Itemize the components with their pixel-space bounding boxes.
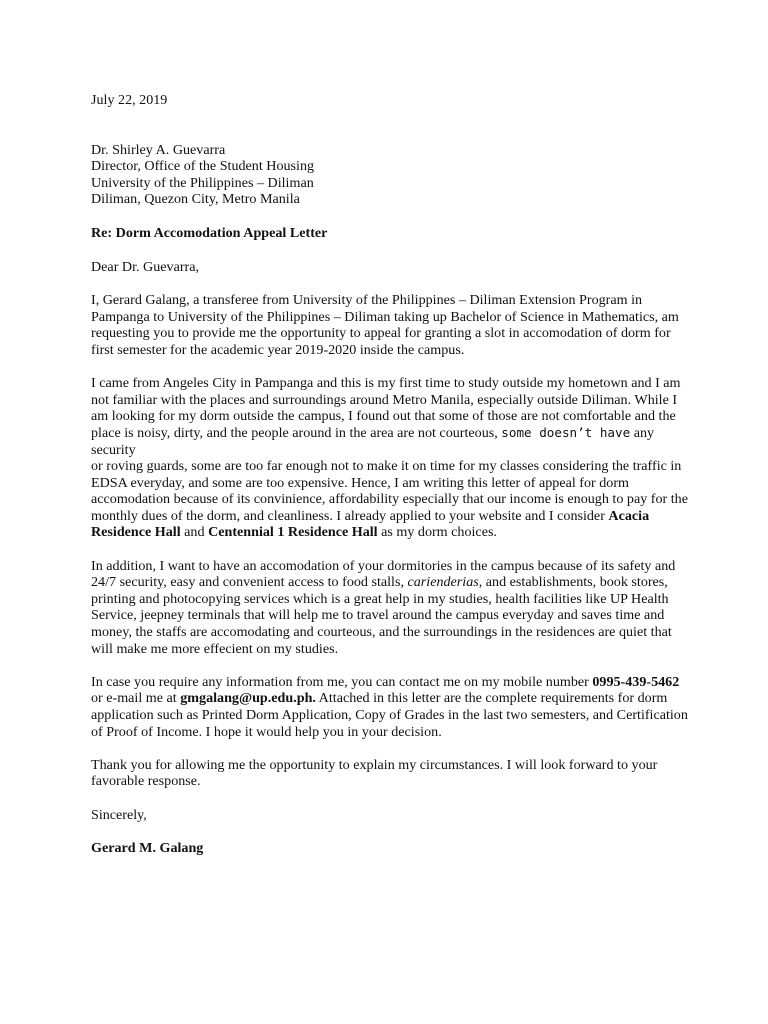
text-run: some doesn’t have: [501, 424, 631, 440]
text-run: Attached in this letter are the complete requirements for dorm: [315, 690, 668, 707]
letter-subject: Re: Dorm Accomodation Appeal Letter: [91, 224, 328, 241]
paragraph-background: [91, 375, 691, 541]
paragraph-line: [91, 508, 691, 525]
mobile-number: 0995-439-5462: [592, 673, 680, 690]
paragraph-line: application such as Printed Dorm Application, Copy of Grades in the last two semesters, and Certification: [91, 707, 688, 723]
text-run: monthly dues of the dorm, and cleanliness. I already applied to your website and I consider: [91, 507, 609, 524]
text-run: In case you require any information from me, you can contact me on my mobile number: [91, 673, 593, 690]
text-run: , and establishments, book stores,: [478, 574, 668, 591]
dorm-choice-1-part: Acacia: [608, 507, 650, 524]
letter-closing: Sincerely,: [91, 806, 147, 823]
recipient-name: Dr. Shirley A. Guevarra: [91, 141, 226, 158]
dorm-choice-1-part: Residence Hall: [91, 524, 181, 541]
recipient-location: Diliman, Quezon City, Metro Manila: [91, 191, 300, 208]
text-run: or e-mail me at: [91, 690, 181, 707]
sender-name: Gerard M. Galang: [91, 840, 204, 857]
paragraph-line: In addition, I want to have an accomodation of your dormitories in the campus because of its safety and: [91, 557, 676, 574]
paragraph-line: [91, 524, 691, 541]
letter-date: July 22, 2019: [91, 92, 168, 108]
recipient-address: [91, 142, 691, 208]
italic-term: carienderias: [407, 574, 479, 591]
paragraph-line: not familiar with the places and surroundings around Metro Manila, especially outside Diliman. While I: [91, 391, 678, 408]
paragraph-line: [91, 690, 691, 707]
paragraph-line: [91, 574, 691, 591]
letter-body: [91, 92, 691, 857]
text-run: as my dorm choices.: [377, 524, 497, 541]
paragraph-line: am looking for my dorm outside the campus, I found out that some of those are not comfortable and the: [91, 408, 676, 425]
paragraph-line: Pampanga to University of the Philippines – Diliman taking up Bachelor of Science in Mathematics, am: [91, 308, 679, 325]
dorm-choice-2: Centennial 1 Residence Hall: [208, 524, 378, 541]
paragraph-line: Thank you for allowing me the opportunity to explain my circumstances. I will look forward to your: [91, 756, 658, 773]
paragraph-line: accomodation because of its convinience, affordability especially that our income is enough to pay for the: [91, 491, 688, 508]
paragraph-reasons: [91, 558, 691, 658]
paragraph-line: [91, 674, 691, 691]
recipient-institution: University of the Philippines – Diliman: [91, 174, 314, 191]
paragraph-line: will make me more effecient on my studies.: [91, 640, 339, 657]
email-address: gmgalang@up.edu.ph.: [180, 690, 316, 707]
recipient-title: Director, Office of the Student Housing: [91, 158, 315, 175]
paragraph-line: requesting you to provide me the opportunity to appeal for granting a slot in accomodation of dorm for: [91, 325, 671, 342]
paragraph-line: I came from Angeles City in Pampanga and this is my first time to study outside my hometown and I am: [91, 375, 681, 392]
paragraph-line: of Proof of Income. I hope it would help you in your decision.: [91, 723, 442, 740]
paragraph-line: EDSA everyday, and some are too expensive. Hence, I am writing this letter of appeal for dorm: [91, 474, 629, 491]
letter-salutation: Dear Dr. Guevarra,: [91, 258, 199, 275]
text-run: any security: [91, 424, 655, 458]
text-run: place is noisy, dirty, and the people around in the area are not courteous,: [91, 424, 502, 441]
paragraph-line: printing and photocopying services which is a great help in my studies, health facilities like UP Health: [91, 590, 669, 607]
paragraph-contact: [91, 674, 691, 740]
paragraph-thanks: [91, 757, 691, 790]
paragraph-line: I, Gerard Galang, a transferee from University of the Philippines – Diliman Extension Program in: [91, 292, 643, 309]
paragraph-line: money, the staffs are accomodating and courteous, and the surroundings in the residences are quiet that: [91, 624, 672, 641]
paragraph-line: [91, 425, 691, 458]
paragraph-line: favorable response.: [91, 773, 201, 790]
text-run: and: [180, 524, 209, 541]
text-run: 24/7 security, easy and convenient access to food stalls,: [91, 574, 408, 591]
paragraph-introduction: [91, 292, 691, 358]
paragraph-line: or roving guards, some are too far enough not to make it on time for my classes considering the traffic in: [91, 458, 682, 475]
paragraph-line: first semester for the academic year 2019-2020 inside the campus.: [91, 341, 465, 358]
paragraph-line: Service, jeepney terminals that will help me to travel around the campus everyday and saves time and: [91, 607, 665, 624]
